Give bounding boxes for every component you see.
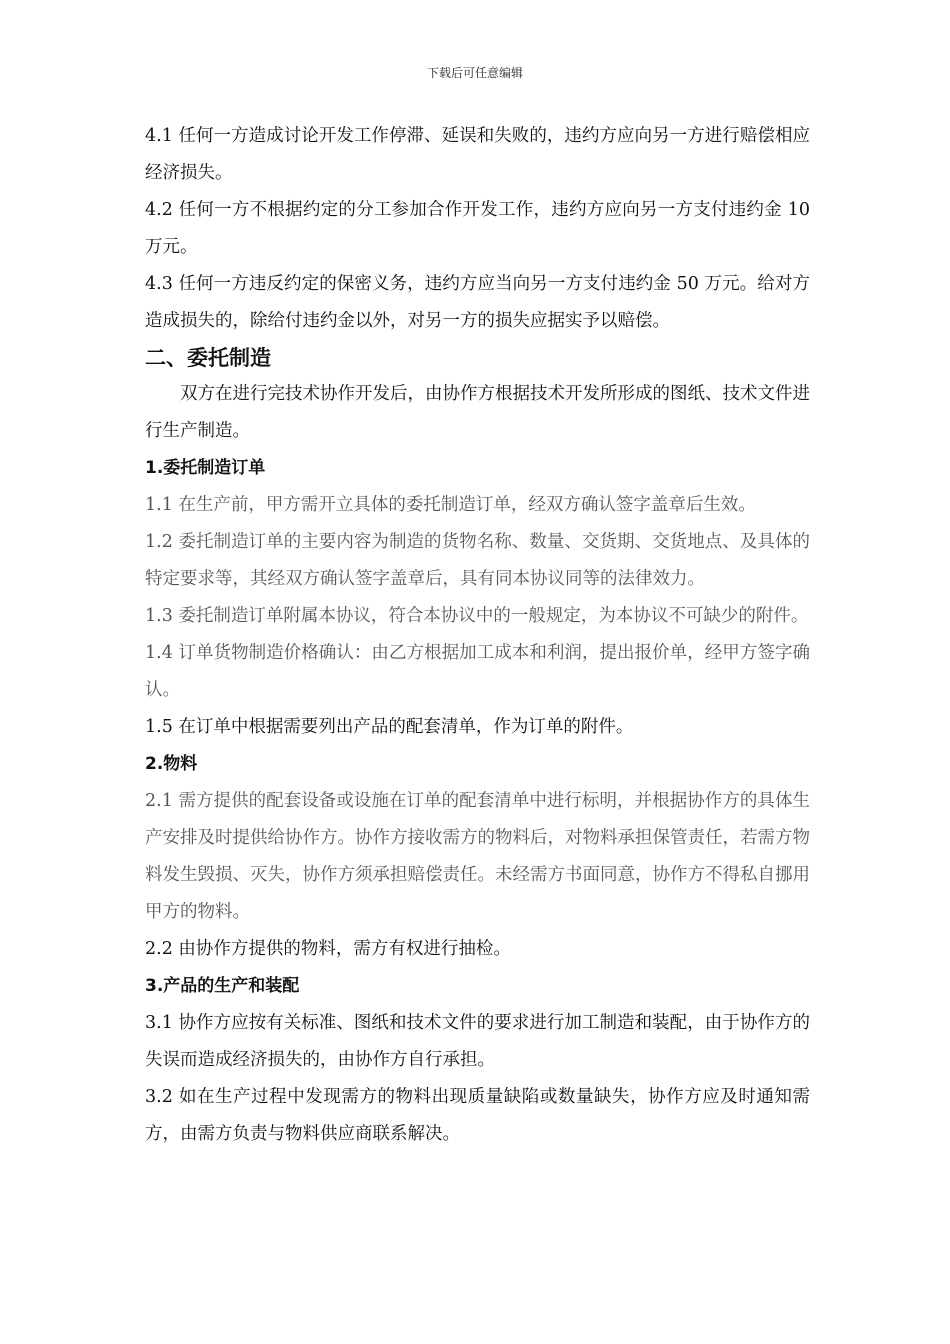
document-body [145,118,810,1153]
subheading-production-assembly: 3.产品的生产和装配 [145,976,300,996]
clause-3-2: 3.2 如在生产过程中发现需方的物料出现质量缺陷或数量缺失，协作方应及时通知需方，由需方负责与物料供应商联系解决。 [145,1087,810,1144]
clause-1-3: 1.3 委托制造订单附属本协议，符合本协议中的一般规定，为本协议不可缺少的附件。 [145,606,809,626]
clause-4-2: 4.2 任何一方不根据约定的分工参加合作开发工作，违约方应向另一方支付违约金 10 万元。 [145,200,810,257]
clause-4-3: 4.3 任何一方违反约定的保密义务，违约方应当向另一方支付违约金 50 万元。给对方造成损失的，除给付违约金以外，对另一方的损失应据实予以赔偿。 [145,274,810,331]
clause-1-5: 1.5 在订单中根据需要列出产品的配套清单，作为订单的附件。 [145,717,634,737]
section-heading-entrusted-manufacturing: 二、委托制造 [145,346,271,370]
clause-2-2: 2.2 由协作方提供的物料，需方有权进行抽检。 [145,939,511,959]
section-intro: 双方在进行完技术协作开发后，由协作方根据技术开发所形成的图纸、技术文件进行生产制造。 [145,384,810,441]
clause-1-4: 1.4 订单货物制造价格确认：由乙方根据加工成本和利润，提出报价单，经甲方签字确认。 [145,643,810,700]
subheading-materials: 2.物料 [145,754,198,774]
clause-4-1: 4.1 任何一方造成讨论开发工作停滞、延误和失败的，违约方应向另一方进行赔偿相应经济损失。 [145,126,810,183]
clause-1-1: 1.1 在生产前，甲方需开立具体的委托制造订单，经双方确认签字盖章后生效。 [145,495,756,515]
clause-2-1: 2.1 需方提供的配套设备或设施在订单的配套清单中进行标明，并根据协作方的具体生产安排及时提供给协作方。协作方接收需方的物料后，对物料承担保管责任，若需方物料发生毁损、灭失，协作方须承担赔偿责任。未经需方书面同意，协作方不得私自挪用甲方的物料。 [145,791,810,922]
page-header: 下载后可任意编辑 [426,66,523,80]
subheading-order: 1.委托制造订单 [145,458,266,478]
clause-3-1: 3.1 协作方应按有关标准、图纸和技术文件的要求进行加工制造和装配，由于协作方的失误而造成经济损失的，由协作方自行承担。 [145,1013,810,1070]
clause-1-2: 1.2 委托制造订单的主要内容为制造的货物名称、数量、交货期、交货地点、及具体的特定要求等，其经双方确认签字盖章后，具有同本协议同等的法律效力。 [145,532,810,589]
